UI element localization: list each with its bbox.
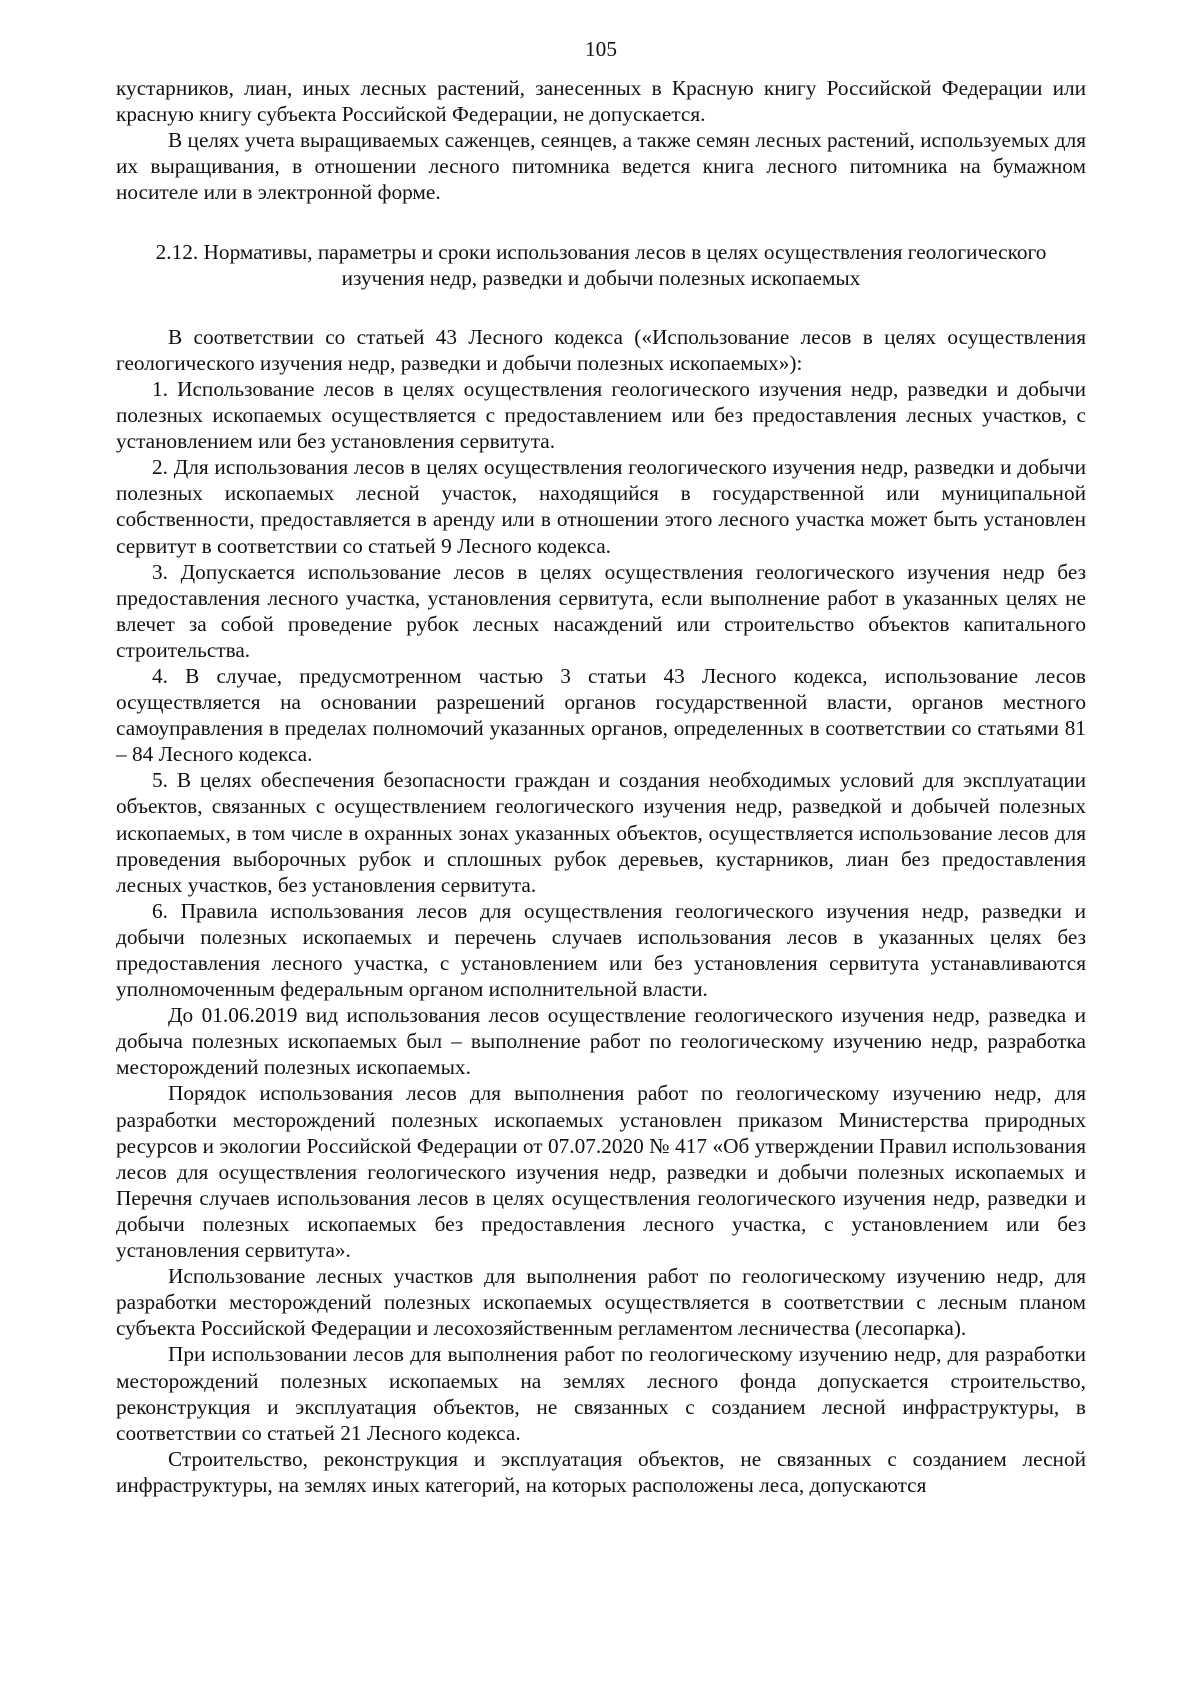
section-paragraph-item-1: 1. Использование лесов в целях осуществления геологического изучения недр, разведки и добычи полезных ископаемых осуществляется с предоставлением или без предоставления лесных участков, с установлением или без установления сервитута. bbox=[116, 376, 1086, 454]
section-paragraph-item-4: 4. В случае, предусмотренном частью 3 статьи 43 Лесного кодекса, использование лесов осуществляется на основании разрешений органов государственной власти, органов местного самоуправления в пределах полномочий указанных органов, определенных в соответствии со статьями 81 – 84 Лесного кодекса. bbox=[116, 663, 1086, 767]
section-paragraph-other-lands: Строительство, реконструкция и эксплуатация объектов, не связанных с созданием лесной инфраструктуры, на землях иных категорий, на которых расположены леса, допускаются bbox=[116, 1446, 1086, 1497]
section-paragraph-construction: При использовании лесов для выполнения работ по геологическому изучению недр, для разработки месторождений полезных ископаемых на землях лесного фонда допускается строительство, реконструкция и эксплуатация объектов, не связанных с созданием лесной инфраструктуры, в соответствии со статьей 21 Лесного кодекса. bbox=[116, 1342, 1086, 1445]
intro-paragraph-1: кустарников, лиан, иных лесных растений, занесенных в Красную книгу Российской Федерации или красную книгу субъекта Российской Федерации, не допускается. bbox=[116, 76, 1086, 127]
section-paragraph-item-5: 5. В целях обеспечения безопасности граждан и создания необходимых условий для эксплуатации объектов, связанных с осуществлением геологического изучения недр, разведкой и добычей полезных ископаемых, в том числе в охранных зонах указанных объектов, осуществляется использование лесов для проведения выборочных рубок и сплошных рубок деревьев, кустарников, лиан без предоставления лесных участков, без установления сервитута. bbox=[116, 768, 1086, 897]
section-paragraph-plan: Использование лесных участков для выполнения работ по геологическому изучению недр, для разработки месторождений полезных ископаемых осуществляется в соответствии с лесным планом субъекта Российской Федерации и лесохозяйственным регламентом лесничества (лесопарка). bbox=[116, 1264, 1086, 1341]
section-paragraph-intro: В соответствии со статьей 43 Лесного кодекса («Использование лесов в целях осуществления геологического изучения недр, разведки и добычи полезных ископаемых»): bbox=[116, 324, 1086, 375]
section-paragraph-item-3: 3. Допускается использование лесов в целях осуществления геологического изучения недр без предоставления лесного участка, установления сервитута, если выполнение работ в указанных целях не влечет за собой проведение рубок лесных насаждений или строительство объектов капитального строительства. bbox=[116, 559, 1086, 662]
document-page bbox=[116, 36, 1086, 1498]
section-heading: 2.12. Нормативы, параметры и сроки использования лесов в целях осуществления геологического изучения недр, разведки и добычи полезных ископаемых bbox=[155, 239, 1047, 290]
section-paragraph-order: Порядок использования лесов для выполнения работ по геологическому изучению недр, для разработки месторождений полезных ископаемых установлен приказом Министерства природных ресурсов и экологии Российской Федерации от 07.07.2020 № 417 «Об утверждении Правил использования лесов для осуществления геологического изучения недр, разведки и добычи полезных ископаемых и Перечня случаев использования лесов в целях осуществления геологического изучения недр, разведки и добычи полезных ископаемых без предоставления лесного участка, с установлением или без установления сервитута». bbox=[116, 1081, 1086, 1263]
section-paragraph-item-6: 6. Правила использования лесов для осуществления геологического изучения недр, разведки и добычи полезных ископаемых и перечень случаев использования лесов в указанных целях без предоставления лесного участка, с установлением или без установления сервитута устанавливаются уполномоченным федеральным органом исполнительной власти. bbox=[116, 898, 1086, 1002]
section-paragraph-history: До 01.06.2019 вид использования лесов осуществление геологического изучения недр, разведка и добыча полезных ископаемых был – выполнение работ по геологическому изучению недр, разработка месторождений полезных ископаемых. bbox=[116, 1003, 1086, 1080]
intro-paragraph-2: В целях учета выращиваемых саженцев, сеянцев, а также семян лесных растений, используемых для их выращивания, в отношении лесного питомника ведется книга лесного питомника на бумажном носителе или в электронной форме. bbox=[116, 128, 1086, 205]
section-paragraph-item-2: 2. Для использования лесов в целях осуществления геологического изучения недр, разведки и добычи полезных ископаемых лесной участок, находящийся в государственной или муниципальной собственности, предоставляется в аренду или в отношении этого лесного участка может быть установлен сервитут в соответствии со статьей 9 Лесного кодекса. bbox=[116, 455, 1086, 558]
page-number: 105 bbox=[585, 37, 617, 61]
